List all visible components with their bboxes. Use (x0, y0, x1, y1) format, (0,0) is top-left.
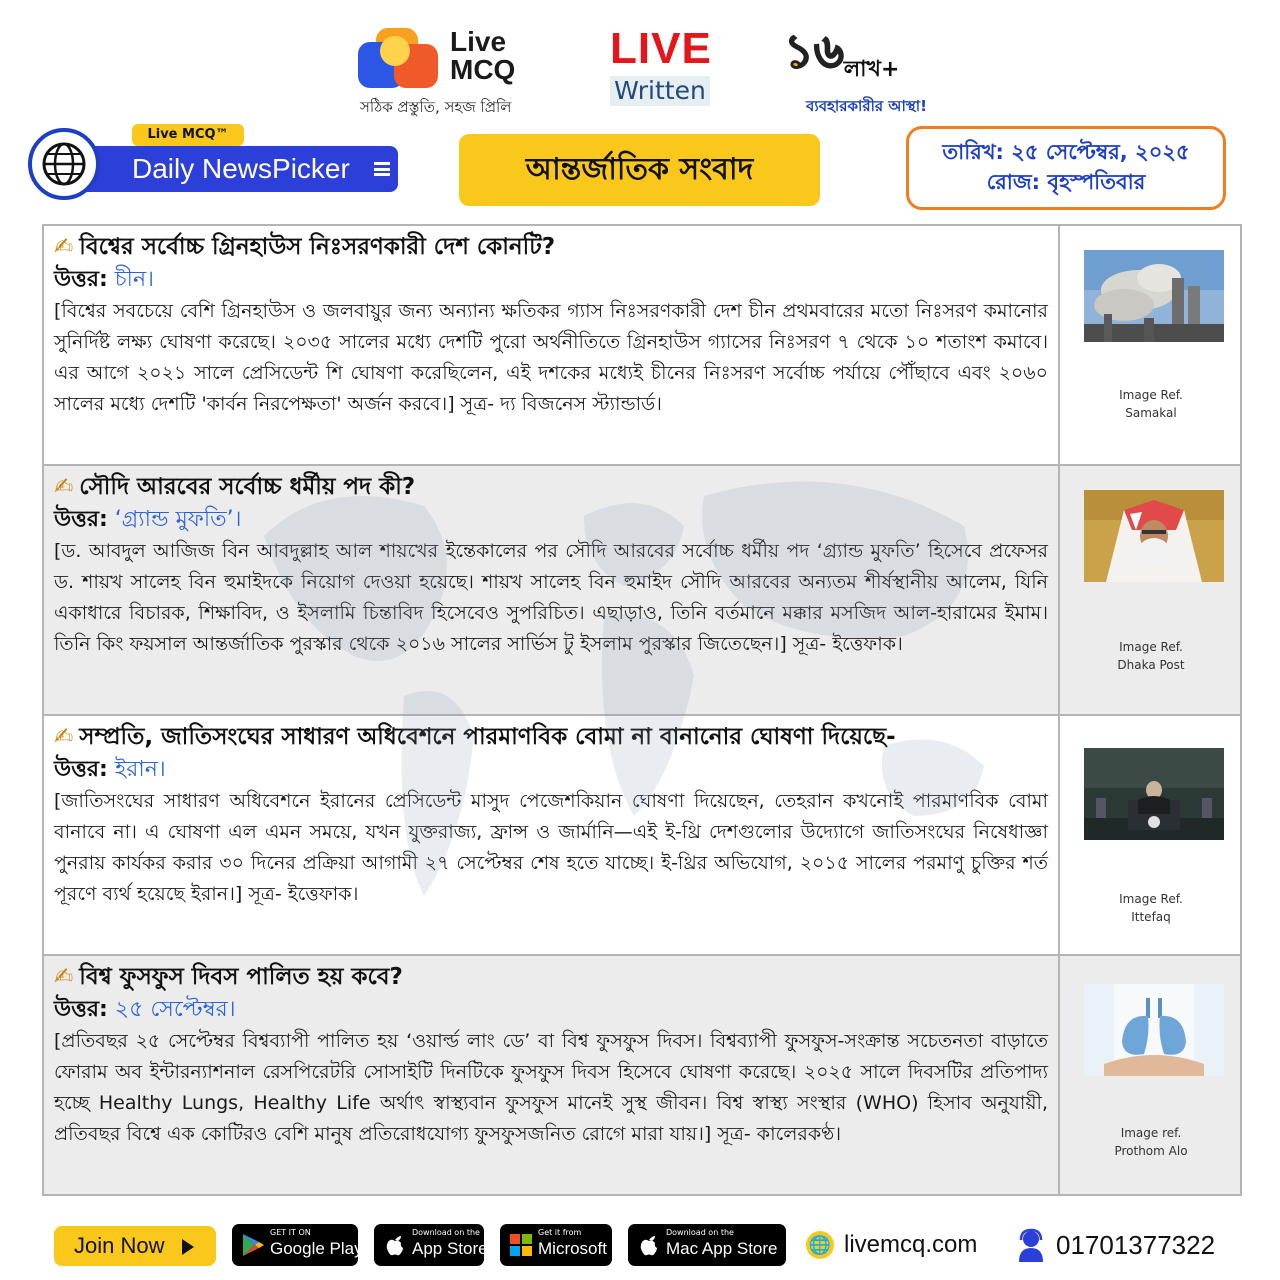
day-line: রোজ: বৃহস্পতিবার (986, 170, 1146, 194)
news-table (42, 224, 1242, 1196)
store-small-text: Download on the (666, 1228, 734, 1237)
question (54, 960, 1048, 994)
news-text-cell (44, 956, 1060, 1194)
image-ref-label: Image ref. (1120, 1126, 1182, 1140)
answer-value: ‘গ্র্যান্ড মুফতি’। (114, 507, 242, 532)
footer (54, 1222, 1234, 1268)
answer (54, 994, 1048, 1026)
answer-label: উত্তর: (54, 267, 108, 292)
livemcq-logo (358, 28, 515, 90)
explanation: [ড. আবদুল আজিজ বিন আবদুল্লাহ আল শায়খের ইন্তেকালের পর সৌদি আরবের সর্বোচ্চ ধর্মীয় পদ ‘গ্র্যান্ড মুফতি’ হিসেবে প্রফেসর ড. শায়খ সালেহ বিন হুমাইদকে নিয়োগ দেওয়া হয়েছে। শায়খ সালেহ বিন হুমাইদ সৌদি আরবের অন্যতম শীর্ষস্থানীয় আলেম, যিনি একাধারে বিচারক, শিক্ষাবিদ, ও ইসলামি চিন্তাবিদ হিসেবেও সুপরিচিত। এছাড়াও, তিনি বর্তমানে মক্কার মসজিদ আল-হারামের ইমাম। তিনি কিং ফয়সাল আন্তর্জাতিক পুরস্কার থেকে ২০১৬ সালের সার্ভিস টু ইসলাম পুরস্কার জিতেছেন।] সূত্র- ইত্তেফাক। (54, 540, 1048, 655)
users-count: ১৬ (784, 24, 844, 78)
news-row (44, 226, 1240, 466)
apple-icon (636, 1232, 662, 1258)
news-thumbnail (1084, 748, 1224, 840)
users-suffix: লাখ+ (843, 57, 900, 82)
answer-value: ২৫ সেপ্টেম্বর। (114, 997, 236, 1022)
newspicker-title: Daily NewsPicker (132, 153, 350, 184)
news-text-cell (44, 466, 1060, 714)
livemcq-logo-mark (358, 28, 440, 90)
writing-hand-icon: ✍ (54, 234, 74, 260)
brand-line2: MCQ (450, 54, 516, 85)
writing-hand-icon: ✍ (54, 964, 74, 990)
image-ref (1062, 890, 1240, 926)
image-ref-label: Image Ref. (1119, 640, 1183, 654)
globe-icon (28, 128, 100, 200)
answer (54, 504, 1048, 536)
question-text: সম্প্রতি, জাতিসংঘের সাধারণ অধিবেশনে পারমাণবিক বোমা না বানানোর ঘোষণা দিয়েছে- (79, 724, 896, 750)
answer-label: উত্তর: (54, 997, 108, 1022)
date-line: তারিখ: ২৫ সেপ্টেম্বর, ২০২৫ (942, 140, 1190, 164)
phone-text: 01701377322 (1056, 1230, 1216, 1260)
question (54, 230, 1048, 264)
answer-label: উত্তর: (54, 757, 108, 782)
explanation: [প্রতিবছর ২৫ সেপ্টেম্বর বিশ্বব্যাপী পালিত হয় ‘ওয়ার্ল্ড লাং ডে’ বা বিশ্ব ফুসফুস দিবস। বিশ্বব্যাপী ফুসফুস-সংক্রান্ত সচেতনতা বাড়াতে ফোরাম অব ইন্টারন্যাশনাল রেসপিরেটরি সোসাইটি দিনটিকে ফুসফুস দিবস হিসেবে ঘোষণা করেছে। ২০২৫ সালে দিবসটির প্রতিপাদ্য হচ্ছে Healthy Lungs, Healthy Life অর্থাৎ স্বাস্থ্যবান ফুসফুস মানেই সুস্থ জীবন। বিশ্ব স্বাস্থ্য সংস্থার (WHO) হিসাব অনুযায়ী, প্রতিবছর বিশ্বে এক কোটিরও বেশি মানুষ প্রতিরোধযোগ্য ফুসফুসজনিত রোগে মারা যায়।] সূত্র- কালেরকণ্ঠ। (54, 1030, 1048, 1145)
play-arrow-icon (182, 1239, 194, 1255)
image-cell (1062, 956, 1240, 1194)
image-ref (1062, 386, 1240, 422)
store-name: App Store (412, 1239, 488, 1258)
image-cell (1062, 466, 1240, 714)
globe-icon: 🌐 (806, 1231, 834, 1259)
image-ref-label: Image Ref. (1119, 388, 1183, 402)
news-thumbnail (1084, 984, 1224, 1076)
windows-icon (508, 1232, 534, 1258)
image-ref-source: Prothom Alo (1114, 1144, 1188, 1158)
join-now-label: Join Now (74, 1233, 165, 1258)
news-text-cell (44, 226, 1060, 464)
newspicker-title-bar (86, 146, 398, 192)
answer-value: ইরান। (114, 757, 166, 782)
microsoft-store-button[interactable] (500, 1224, 612, 1266)
brand-name (450, 28, 515, 84)
question (54, 470, 1048, 504)
image-ref-label: Image Ref. (1119, 892, 1183, 906)
question-text: বিশ্ব ফুসফুস দিবস পালিত হয় কবে? (79, 964, 403, 990)
mac-app-store-button[interactable] (628, 1224, 786, 1266)
image-cell (1062, 716, 1240, 954)
question (54, 720, 1048, 754)
live-label: LIVE (610, 24, 712, 73)
image-ref-source: Samakal (1125, 406, 1177, 420)
brand-tagline: সঠিক প্রস্তুতি, সহজ প্রিলি (360, 98, 512, 116)
brand-line1: Live (450, 26, 507, 57)
store-name: Microsoft (538, 1239, 607, 1258)
answer (54, 754, 1048, 786)
news-row (44, 716, 1240, 956)
writing-hand-icon: ✍ (54, 474, 74, 500)
phone-number[interactable] (1016, 1228, 1215, 1262)
store-small-text: GET IT ON (270, 1228, 311, 1237)
store-small-text: Get it from (538, 1228, 582, 1237)
image-ref (1062, 1124, 1240, 1160)
live-written-logo (610, 26, 710, 106)
image-ref-source: Ittefaq (1131, 910, 1171, 924)
google-play-button[interactable] (232, 1224, 363, 1266)
store-name: Mac App Store (666, 1239, 778, 1258)
news-thumbnail (1084, 250, 1224, 342)
date-box (906, 126, 1226, 210)
daily-newspicker-logo (26, 124, 398, 210)
writing-hand-icon: ✍ (54, 724, 74, 750)
explanation: [জাতিসংঘের সাধারণ অধিবেশনে ইরানের প্রেসিডেন্ট মাসুদ পেজেশকিয়ান ঘোষণা দিয়েছেন, তেহরান কখনোই পারমাণবিক বোমা বানাবে না। এ ঘোষণা এল এমন সময়ে, যখন যুক্তরাজ্য, ফ্রান্স ও জার্মানি—এই ই-থ্রি দেশগুলোর উদ্যোগে জাতিসংঘের নিষেধাজ্ঞা পুনরায় কার্যকর করার ৩০ দিনের প্রক্রিয়া আগামী ২৭ সেপ্টেম্বর শেষ হতে যাচ্ছে। ই-থ্রির অভিযোগ, ২০১৫ সালের পরমাণু চুক্তির শর্ত পূরণে ব্যর্থ হয়েছে ইরান।] সূত্র- ইত্তেফাক। (54, 790, 1048, 905)
news-thumbnail (1084, 490, 1224, 582)
apple-icon (382, 1232, 408, 1258)
image-ref-source: Dhaka Post (1117, 658, 1185, 672)
category-title: আন্তর্জাতিক সংবাদ (459, 134, 820, 206)
website-text: livemcq.com (844, 1231, 978, 1258)
news-row (44, 956, 1240, 1194)
join-now-button[interactable] (54, 1226, 216, 1266)
news-text-cell (44, 716, 1060, 954)
store-name: Google Play (270, 1239, 363, 1258)
answer (54, 264, 1048, 296)
image-ref (1062, 638, 1240, 674)
users-badge (784, 26, 927, 120)
app-store-button[interactable] (374, 1224, 488, 1266)
website-link[interactable] (806, 1228, 977, 1262)
news-row (44, 466, 1240, 716)
google-play-icon (240, 1232, 266, 1258)
answer-value: চীন। (114, 267, 154, 292)
store-small-text: Download on the (412, 1228, 480, 1237)
written-label: Written (610, 76, 710, 106)
explanation: [বিশ্বের সবচেয়ে বেশি গ্রিনহাউস ও জলবায়ুর জন্য অন্যান্য ক্ষতিকর গ্যাস নিঃসরণকারী দেশ চীন প্রথমবারের মতো নিঃসরণ কমানোর সুনির্দিষ্ট লক্ষ্য ঘোষণা করেছে। ২০৩৫ সালের মধ্যে দেশটি পুরো অর্থনীতিতে গ্রিনহাউস গ্যাসের নিঃসরণ ৭ থেকে ১০ শতাংশ কমাবে। এর আগে ২০২১ সালে প্রেসিডেন্ট শি ঘোষণা করেছিলেন, এই দশকের মধ্যেই চীনের নিঃসরণ সর্বোচ্চ পর্যায়ে পৌঁছাবে এবং ২০৬০ সালের মধ্যে দেশটি 'কার্বন নিরপেক্ষতা' অর্জন করবে।] সূত্র- দ্য বিজনেস স্ট্যান্ডার্ড। (54, 300, 1048, 415)
newspicker-top-label: Live MCQ™ (132, 124, 244, 146)
image-cell (1062, 226, 1240, 464)
answer-label: উত্তর: (54, 507, 108, 532)
menu-lines-icon (374, 162, 390, 176)
question-text: বিশ্বের সর্বোচ্চ গ্রিনহাউস নিঃসরণকারী দেশ কোনটি? (79, 234, 556, 260)
users-trust: ব্যবহারকারীর আস্থা! (806, 97, 928, 115)
support-agent-icon (1016, 1228, 1046, 1262)
question-text: সৌদি আরবের সর্বোচ্চ ধর্মীয় পদ কী? (79, 474, 416, 500)
